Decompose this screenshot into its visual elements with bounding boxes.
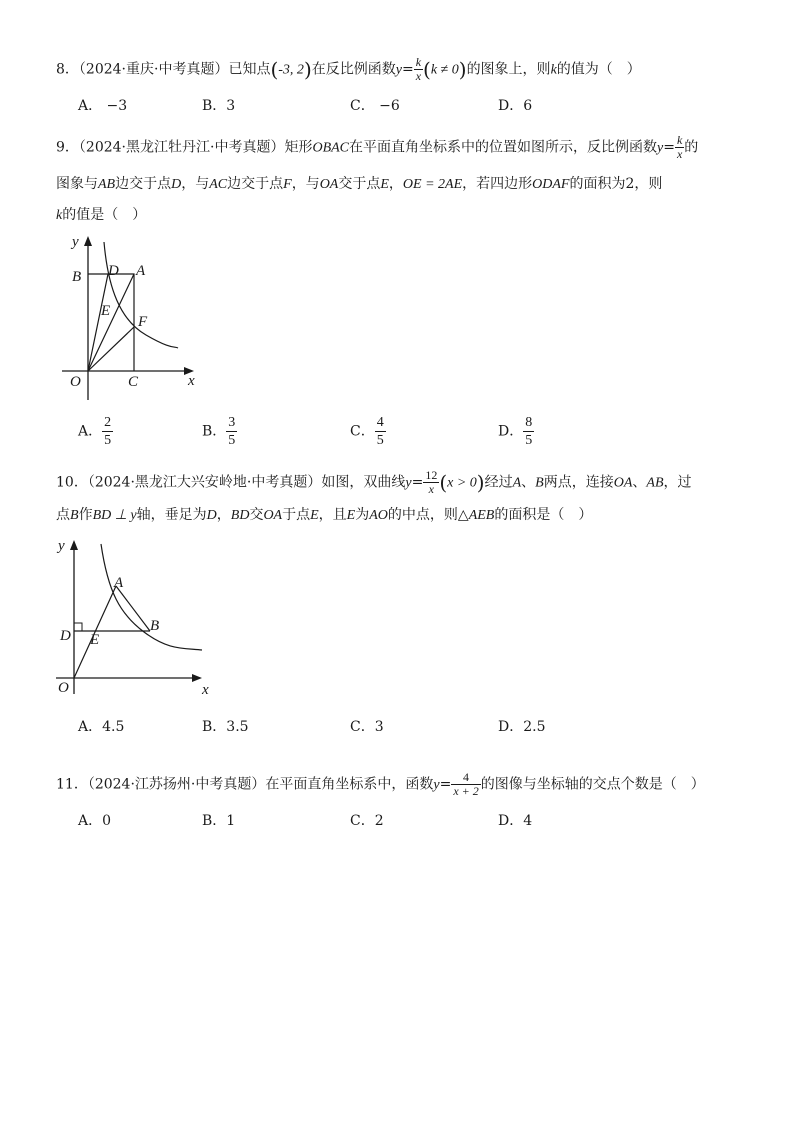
q8-option-d[interactable]: D．6 (498, 98, 533, 114)
stem-text: 矩形 (284, 139, 313, 156)
stem-text: ， (388, 176, 403, 192)
question-number: 11． (56, 776, 88, 793)
q8-option-b[interactable]: B．3 (202, 98, 236, 114)
paren-open: ( (439, 470, 448, 495)
point-coords: -3, 2 (278, 62, 304, 78)
label-e: E (346, 508, 356, 523)
fraction (451, 771, 480, 798)
segment-of (88, 327, 134, 371)
fraction (375, 414, 386, 449)
stem-text: ， (216, 507, 231, 523)
fraction-denominator: x + 2 (453, 784, 479, 798)
fraction-numerator: 2 (104, 415, 112, 430)
stem-text: 交于点 (338, 176, 381, 192)
paren-close: ) (476, 470, 485, 495)
stem-text: ，与 (181, 176, 210, 192)
label-e: E (380, 177, 389, 192)
stem-text: 在反比例函数 (311, 61, 396, 78)
hyperbola-curve (104, 242, 178, 348)
label-oa: OA (613, 475, 633, 491)
fraction (675, 134, 684, 161)
stem-text: 交 (249, 507, 264, 523)
stem-text: ，与 (291, 176, 320, 192)
function-var: y (405, 475, 412, 491)
equals-sign: = (439, 776, 452, 793)
paren-open: ( (423, 57, 431, 82)
stem-text: ，且 (318, 507, 347, 523)
question-number: 8． (56, 61, 79, 78)
q9-option-c[interactable] (350, 414, 386, 449)
equals-sign: = (663, 139, 675, 156)
label-d: D (60, 628, 71, 644)
question-number: 10． (56, 474, 88, 491)
stem-text: 如图，双曲线 (321, 474, 406, 491)
question-9-line-3 (56, 205, 146, 226)
fraction-denominator: 5 (376, 433, 384, 448)
label-e: E (90, 632, 100, 648)
y-axis-arrow (70, 540, 78, 550)
option-letter: C． (350, 423, 375, 440)
stem-text: 在平面直角坐标系中，函数 (265, 776, 434, 793)
option-letter: D． (498, 423, 524, 440)
equals-sign: = (411, 474, 424, 491)
q10-figure (52, 532, 222, 702)
fraction (102, 414, 113, 449)
segment-od (88, 274, 111, 371)
separator: 、 (632, 474, 647, 491)
label-b: B (70, 508, 79, 523)
stem-text: 的值为（ ） (556, 61, 641, 78)
label-e: E (101, 303, 111, 319)
label-ao: AO (369, 508, 388, 523)
stem-text: 的图像与坐标轴的交点个数是（ ） (480, 776, 705, 793)
question-10-line-2 (56, 505, 592, 526)
stem-text: ，过 (663, 474, 692, 491)
function-var: y (433, 777, 440, 793)
q10-option-b[interactable]: B．3.5 (202, 719, 249, 735)
label-y: y (72, 234, 79, 250)
fraction (423, 469, 439, 496)
label-bd: BD (230, 508, 250, 523)
paren-open: ( (270, 57, 279, 82)
stem-text: 两点，连接 (543, 474, 614, 491)
q8-option-c[interactable]: C． −6 (350, 98, 400, 114)
stem-text: 在平面直角坐标系中的位置如图所示，反比例函数 (349, 139, 658, 156)
q9-option-b[interactable] (202, 414, 237, 449)
question-8-stem (56, 56, 641, 83)
q10-option-a[interactable]: A．4.5 (78, 719, 125, 735)
stem-text: 点 (56, 507, 70, 523)
label-y: y (58, 538, 65, 554)
fraction (523, 414, 534, 449)
label-ac: AC (209, 177, 228, 192)
stem-text: 作 (78, 507, 93, 523)
x-axis-arrow (192, 674, 202, 682)
fraction-denominator: 5 (525, 433, 533, 448)
question-9-line-1 (56, 134, 698, 161)
stem-text: 的面积为2，则 (569, 176, 663, 192)
label-b: B (535, 475, 544, 491)
label-c: C (128, 374, 139, 390)
question-source: （2024·重庆·中考真题） (78, 61, 229, 78)
q11-option-a[interactable]: A．0 (78, 813, 112, 829)
label-d: D (171, 177, 182, 192)
stem-text: 边交于点 (115, 176, 172, 192)
fraction-numerator: 4 (451, 771, 480, 785)
label-d: D (108, 263, 119, 279)
stem-text: 已知点 (228, 61, 271, 78)
function-var: y (395, 62, 402, 78)
condition: x > 0 (447, 475, 477, 491)
stem-text: 经过 (484, 474, 513, 491)
label-d: D (206, 508, 217, 523)
label-ab: AB (646, 475, 664, 491)
q8-option-a[interactable]: A． −3 (78, 98, 128, 114)
q10-option-d[interactable]: D．2.5 (498, 719, 546, 735)
y-axis-arrow (84, 236, 92, 246)
fraction-denominator: 5 (228, 433, 236, 448)
fraction-numerator: 4 (376, 415, 384, 430)
perpendicular-bd: BD ⊥ y (92, 508, 137, 523)
fraction-numerator: 8 (525, 415, 533, 430)
equation-oe: OE = 2AE (402, 177, 463, 192)
paren-close: ) (458, 57, 467, 82)
stem-text: 的图象上，则 (466, 61, 551, 78)
separator: 、 (521, 474, 536, 491)
question-9-line-2 (56, 174, 662, 195)
right-angle-mark (74, 623, 82, 631)
question-10-line-1 (56, 469, 692, 496)
fraction-denominator: x (415, 69, 422, 83)
label-ab: AB (98, 177, 116, 192)
fraction-denominator: x (676, 147, 683, 161)
option-letter: B． (202, 423, 227, 440)
stem-text: 的值是（ ） (62, 207, 147, 223)
stem-text: ，若四边形 (462, 176, 533, 192)
label-odaf: ODAF (532, 177, 570, 192)
function-var: y (657, 140, 664, 156)
fraction-numerator: 3 (228, 415, 236, 430)
label-e: E (310, 508, 319, 523)
stem-text: 于点 (282, 507, 311, 523)
condition: k ≠ 0 (430, 62, 459, 78)
question-source: （2024·黑龙江大兴安岭地·中考真题） (87, 474, 322, 491)
paren-close: ) (303, 57, 312, 82)
stem-text: 的面积是（ ） (494, 507, 593, 523)
label-oa: OA (263, 508, 283, 523)
label-oa: OA (319, 177, 339, 192)
label-f: F (138, 314, 148, 330)
fraction-denominator: 5 (104, 433, 112, 448)
label-obac: OBAC (312, 140, 350, 156)
fraction-numerator: k (676, 133, 683, 147)
stem-text: 为 (355, 507, 370, 523)
hyperbola-curve (101, 544, 202, 650)
segment-oa (88, 274, 134, 371)
label-a: A (136, 263, 146, 279)
q10-option-c[interactable]: C．3 (350, 719, 384, 735)
fraction (226, 414, 237, 449)
option-letter: A． (78, 423, 103, 440)
label-f: F (283, 177, 292, 192)
var-k: k (550, 62, 557, 78)
q9-option-d[interactable] (498, 414, 534, 449)
label-aeb: AEB (468, 508, 495, 523)
stem-text: 的 (684, 139, 699, 156)
q9-figure (56, 228, 206, 408)
equals-sign: = (401, 61, 414, 78)
stem-text: 的中点，则△ (387, 507, 469, 523)
q11-option-d[interactable]: D．4 (498, 813, 533, 829)
question-11-stem (56, 771, 705, 798)
fraction-denominator: x (428, 482, 434, 496)
q11-option-b[interactable]: B．1 (202, 813, 236, 829)
label-a: A (512, 475, 522, 491)
fraction (414, 56, 423, 83)
var-k: k (56, 208, 63, 223)
label-a: A (114, 575, 124, 591)
question-source: （2024·江苏扬州·中考真题） (87, 776, 266, 793)
label-x: x (188, 373, 195, 389)
stem-text: 轴，垂足为 (136, 507, 207, 523)
label-b: B (72, 269, 82, 285)
stem-text: 图象与 (56, 176, 98, 192)
fraction-numerator: k (415, 55, 422, 69)
q9-option-a[interactable] (78, 414, 113, 449)
question-source: （2024·黑龙江牡丹江·中考真题） (78, 139, 285, 156)
label-x: x (202, 682, 209, 698)
question-number: 9． (56, 139, 79, 156)
stem-text: 边交于点 (227, 176, 284, 192)
label-o: O (58, 680, 69, 696)
q11-option-c[interactable]: C．2 (350, 813, 384, 829)
label-b: B (150, 618, 160, 634)
label-o: O (70, 374, 81, 390)
fraction-numerator: 12 (425, 468, 438, 482)
